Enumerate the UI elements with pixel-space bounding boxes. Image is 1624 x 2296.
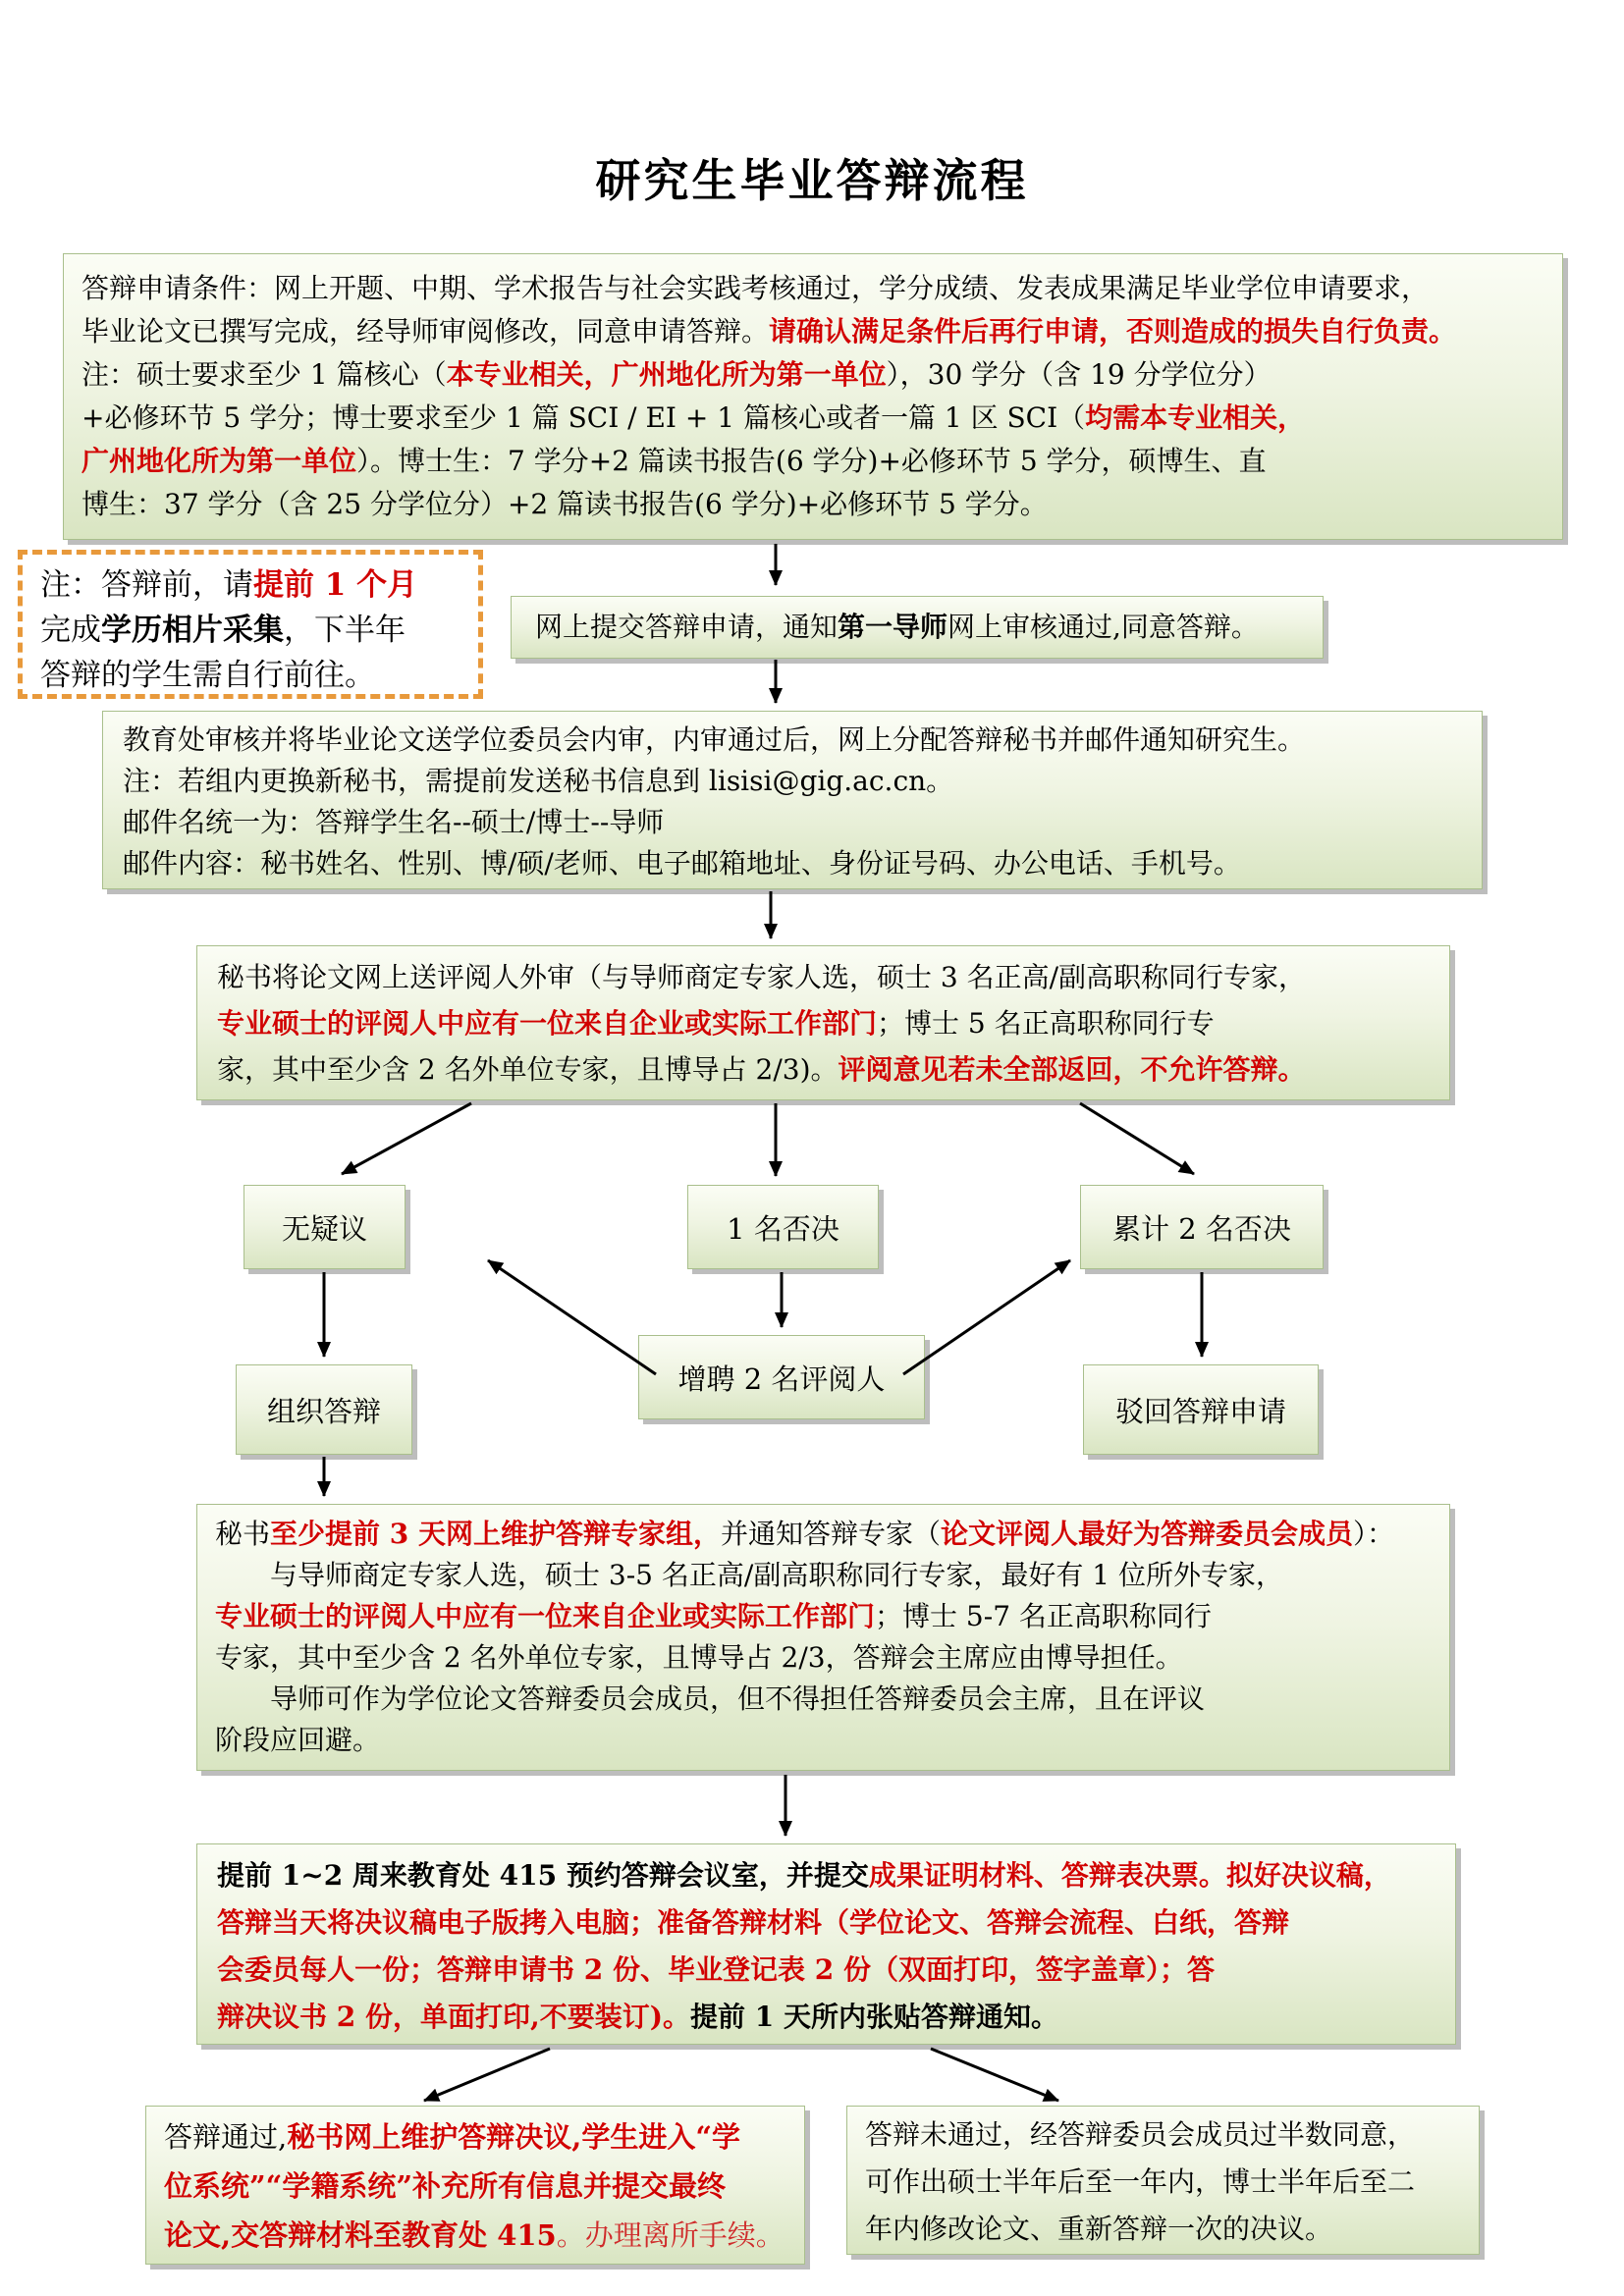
box-room-booking-text: 提前 1~2 周来教育处 415 预约答辩会议室，并提交成果证明材料、答辩表决票。拟好决议稿， 答辩当天将决议稿电子版拷入电脑；准备答辩材料（学位论文、答辩会流程、白纸，答辩 会委员每人一份；答辩申请书 2 份、毕业登记表 2 份（双面打印，签字盖章）；答 辩决议书 2 份，单面打印,不要装订)。提前 1 天所内张贴答辩通知。 — [217, 1859, 1391, 2033]
arrow-add-reviewers-to-two-veto — [903, 1260, 1070, 1374]
box-one-veto — [687, 1185, 879, 1269]
note-photo-collection — [18, 550, 483, 699]
box-organize-defense — [236, 1364, 412, 1455]
box-submit-application-text: 网上提交答辩申请，通知第一导师网上审核通过,同意答辩。 — [535, 611, 1259, 643]
arrow-add-reviewers-to-no-objection — [488, 1260, 656, 1374]
box-defense-failed-text: 答辩未通过，经答辩委员会成员过半数同意， 可作出硕士半年后至一年内，博士半年后至二 年内修改论文、重新答辩一次的决议。 — [865, 2118, 1416, 2245]
box-expert-group — [196, 1504, 1450, 1771]
box-organize-defense-label: 组织答辩 — [266, 1394, 381, 1428]
box-two-veto-label: 累计 2 名否决 — [1112, 1211, 1291, 1246]
box-submit-application — [511, 596, 1324, 659]
box-one-veto-label: 1 名否决 — [727, 1211, 839, 1246]
box-defense-passed-text: 答辩通过,秘书网上维护答辩决议,学生进入“学 位系统”“学籍系统”补充所有信息并提交最终 论文,交答辩材料至教育处 415。办理离所手续。 — [164, 2120, 785, 2252]
box-apply-conditions-text: 答辩申请条件：网上开题、中期、学术报告与社会实践考核通过，学分成绩、发表成果满足毕业学位申请要求， 毕业论文已撰写完成，经导师审阅修改，同意申请答辩。请确认满足条件后再行申请，否则造成的损失自行负责。 注：硕士要求至少 1 篇核心（本专业相关，广州地化所为第一单位），30 学分（含 19 分学位分） +必修环节 5 学分；博士要求至少 1 篇 SCI / EI + 1 篇核心或者一篇 1 区 SCI（均需本专业相关， 广州地化所为第一单位）。博士生：7 学分+2 篇读书报告(6 学分)+必修环节 5 学分，硕博生、直 博生：37 学分（含 25 分学位分）+2 篇读书报告(6 学分)+必修环节 5 学分。 — [81, 272, 1457, 520]
box-expert-group-text: 秘书至少提前 3 天网上维护答辩专家组，并通知答辩专家（论文评阅人最好为答辩委员会成员）： 与导师商定专家人选，硕士 3-5 名正高/副高职称同行专家，最好有 1 位所外专家， 专业硕士的评阅人中应有一位来自企业或实际工作部门；博士 5-7 名正高职称同行 专家，其中至少含 2 名外单位专家，且博导占 2/3，答辩会主席应由博导担任。 导师可作为学位论文答辩委员会成员，但不得担任答辩委员会主席，且在评议 阶段应回避。 — [215, 1518, 1395, 1756]
arrow-booking-to-passed — [424, 2049, 550, 2101]
box-add-reviewers-label: 增聘 2 名评阅人 — [677, 1362, 886, 1396]
box-edu-office-review-text: 教育处审核并将毕业论文送学位委员会内审，内审通过后，网上分配答辩秘书并邮件通知研究生。 注：若组内更换新秘书，需提前发送秘书信息到 lisisi@gig.ac.cn。 邮件名统一为：答辩学生名--硕士/博士--导师 邮件内容：秘书姓名、性别、博/硕/老师、电子邮箱地址、身份证号码、办公电话、手机号。 — [123, 723, 1306, 880]
box-reject-application — [1083, 1364, 1319, 1455]
box-add-reviewers — [638, 1335, 925, 1419]
box-defense-failed — [846, 2106, 1480, 2255]
page-title: 研究生毕业答辩流程 — [595, 154, 1029, 207]
note-photo-collection-text: 注：答辩前，请提前 1 个月 完成学历相片采集，下半年 答辩的学生需自行前往。 — [40, 567, 418, 693]
box-no-objection — [244, 1185, 406, 1269]
box-room-booking — [196, 1843, 1456, 2045]
arrow-booking-to-failed — [931, 2049, 1058, 2101]
box-defense-passed — [145, 2106, 805, 2265]
box-reject-application-label: 驳回答辩申请 — [1114, 1394, 1286, 1428]
box-two-veto — [1080, 1185, 1324, 1269]
arrow-review-to-two-veto — [1080, 1103, 1194, 1174]
box-apply-conditions — [63, 253, 1563, 540]
box-external-review — [196, 945, 1450, 1100]
box-edu-office-review — [102, 711, 1483, 889]
box-no-objection-label: 无疑议 — [281, 1211, 367, 1246]
box-external-review-text: 秘书将论文网上送评阅人外审（与导师商定专家人选，硕士 3 名正高/副高职称同行专家， 专业硕士的评阅人中应有一位来自企业或实际工作部门；博士 5 名正高职称同行专 家，其中至少含 2 名外单位专家，且博导占 2/3)。评阅意见若未全部返回，不允许答辩。 — [217, 961, 1307, 1086]
arrow-review-to-no-objection — [342, 1103, 471, 1174]
